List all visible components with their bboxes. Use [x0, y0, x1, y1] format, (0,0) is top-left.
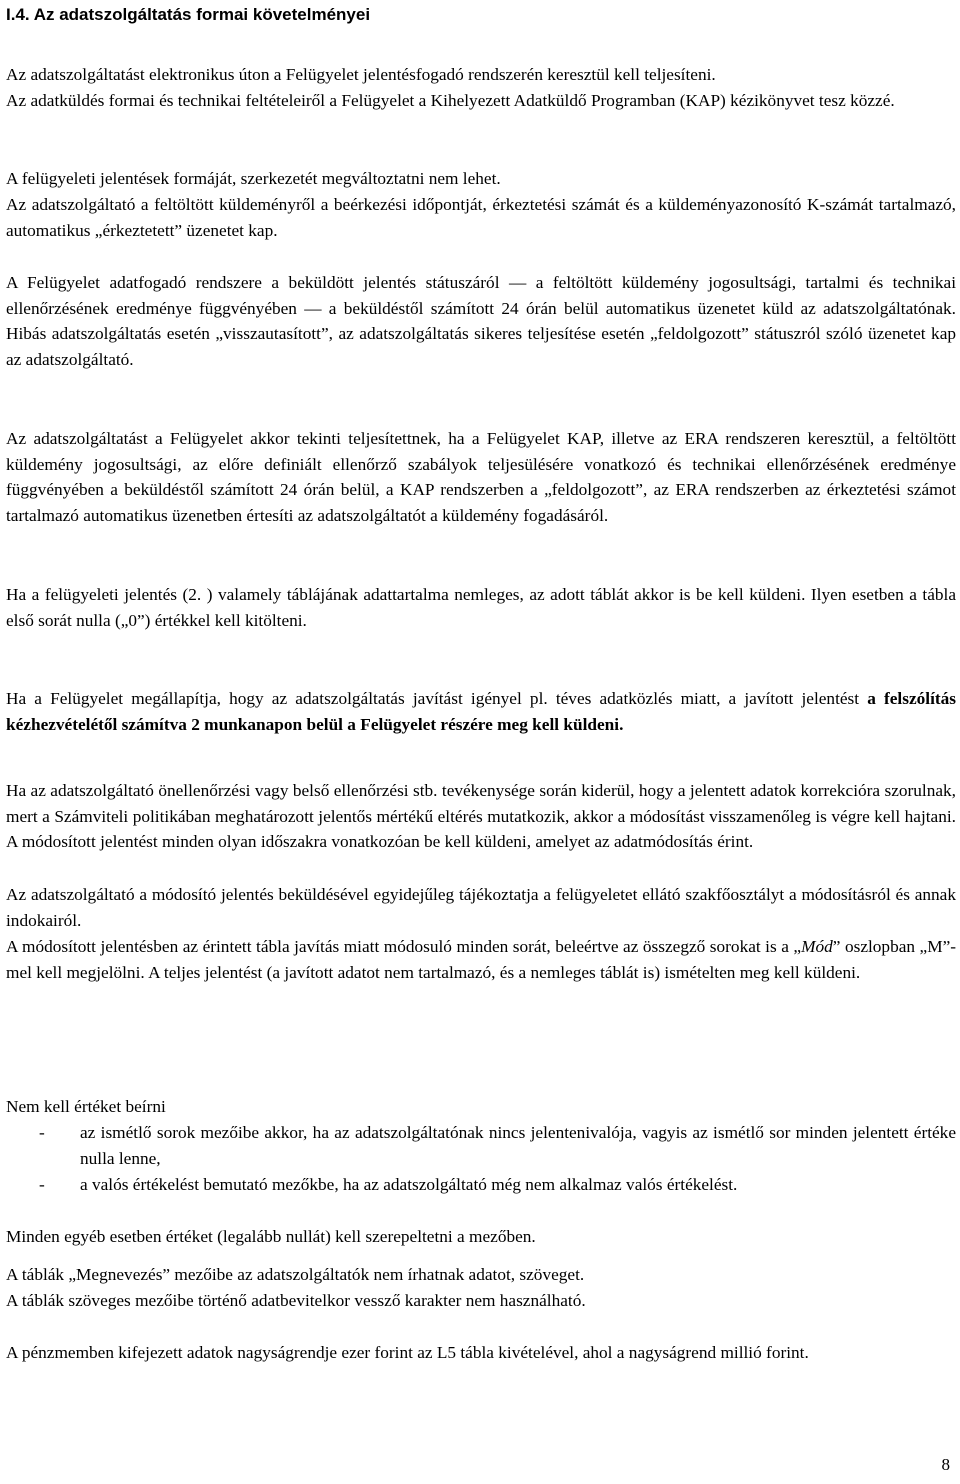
list-dash: -: [39, 1123, 45, 1142]
paragraph-15: A táblák szöveges mezőibe történő adatbevitelkor vessző karakter nem használható.: [6, 1291, 586, 1310]
paragraph-5: A Felügyelet adatfogadó rendszere a beküldött jelentés státuszáról — a feltöltött küldemény jogosultsági, tartalmi és technikai ellenőrzésének eredménye függvényében — a beküldéstől számított 24 órán belül automatikus üzenetet küld az adatszolgáltatónak. Hibás adatszolgáltatás esetén „visszautasított”, az adatszolgáltatás sikeres teljesítése esetén „feldolgozott” státuszról szóló üzenetet kap az adatszolgáltató.: [6, 273, 956, 369]
paragraph-6: Az adatszolgáltatást a Felügyelet akkor tekinti teljesítettnek, ha a Felügyelet KAP, illetve az ERA rendszeren keresztül, a feltöltött küldemény jogosultsági, az előre definiált ellenőrző szabályok teljesülésére vonatkozó és technikai ellenőrzésének eredménye függvényében a beküldéstől számított 24 órán belül, a KAP rendszerben a „feldolgozott”, az ERA rendszerben az érkeztetési számot tartalmazó automatikus üzenetben értesíti az adatszolgáltatót a küldemény fogadásáról.: [6, 429, 956, 525]
paragraph-12: Nem kell értéket beírni: [6, 1097, 166, 1116]
section-heading: I.4. Az adatszolgáltatás formai követelményei: [6, 5, 371, 24]
paragraph-11-text-b: ” oszlopban „M”-mel kell megjelölni. A teljes jelentést (a javított adatot nem tartalmazó, és a nemleges táblát is) ismételten meg kell küldeni.: [6, 937, 956, 982]
paragraph-4: Az adatszolgáltató a feltöltött küldeményről a beérkezési időpontját, érkeztetési számát és a küldeményazonosító K-számát tartalmazó, automatikus „érkeztetett” üzenetet kap.: [6, 195, 956, 240]
paragraph-1: Az adatszolgáltatást elektronikus úton a Felügyelet jelentésfogadó rendszerén keresztül kell teljesíteni.: [6, 65, 716, 84]
paragraph-10: Az adatszolgáltató a módosító jelentés beküldésével egyidejűleg tájékoztatja a felügyeletet ellátó szakfőosztályt a módosításról és annak indokairól.: [6, 885, 956, 930]
paragraph-13: Minden egyéb esetben értéket (legalább nullát) kell szerepeltetni a mezőben.: [6, 1227, 536, 1246]
paragraph-11-text-a: A módosított jelentésben az érintett tábla javítás miatt módosuló minden sorát, beleértve az összegző sorokat is a „: [6, 937, 802, 956]
page-number: 8: [941, 1455, 950, 1474]
list-item-text: az ismétlő sorok mezőibe akkor, ha az adatszolgáltatónak nincs jelentenivalója, vagyis az ismétlő sor minden jelentett értéke nulla lenne,: [80, 1123, 956, 1168]
paragraph-8: [6, 686, 956, 737]
list-item-text: a valós értékelést bemutató mezőkbe, ha az adatszolgáltató még nem alkalmaz valós értékelést.: [80, 1175, 738, 1194]
list-dash: -: [39, 1175, 45, 1194]
paragraph-11: [6, 934, 956, 985]
paragraph-11-italic: Mód: [801, 937, 833, 956]
paragraph-2: Az adatküldés formai és technikai feltételeiről a Felügyelet a Kihelyezett Adatküldő Programban (KAP) kézikönyvet tesz közzé.: [6, 91, 895, 110]
paragraph-3: A felügyeleti jelentések formáját, szerkezetét megváltoztatni nem lehet.: [6, 169, 501, 188]
paragraph-7: Ha a felügyeleti jelentés (2. ) valamely táblájának adattartalma nemleges, az adott táblát akkor is be kell küldeni. Ilyen esetben a tábla első sorát nulla („0”) értékkel kell kitölteni.: [6, 585, 956, 630]
paragraph-14: A táblák „Megnevezés” mezőibe az adatszolgáltatók nem írhatnak adatot, szöveget.: [6, 1265, 585, 1284]
paragraph-8-text: Ha a Felügyelet megállapítja, hogy az adatszolgáltatás javítást igényel pl. téves adatközlés miatt, a javított jelentést: [6, 689, 868, 708]
paragraph-9: Ha az adatszolgáltató önellenőrzési vagy belső ellenőrzési stb. tevékenysége során kiderül, hogy a jelentett adatok korrekcióra szorulnak, mert a Számviteli politikában meghatározott jelentős mértékű eltérés mutatkozik, akkor a módosítást visszamenőleg is végre kell hajtani. A módosított jelentést minden olyan időszakra vonatkozóan be kell küldeni, amelyet az adatmódosítás érint.: [6, 781, 956, 851]
paragraph-16: A pénzmemben kifejezett adatok nagyságrendje ezer forint az L5 tábla kivételével, ahol a nagyságrend millió forint.: [6, 1343, 809, 1362]
paragraph-8-bold: a felszólítás kézhezvételétől számítva 2 munkanapon belül a Felügyelet részére meg kell küldeni.: [6, 689, 956, 734]
